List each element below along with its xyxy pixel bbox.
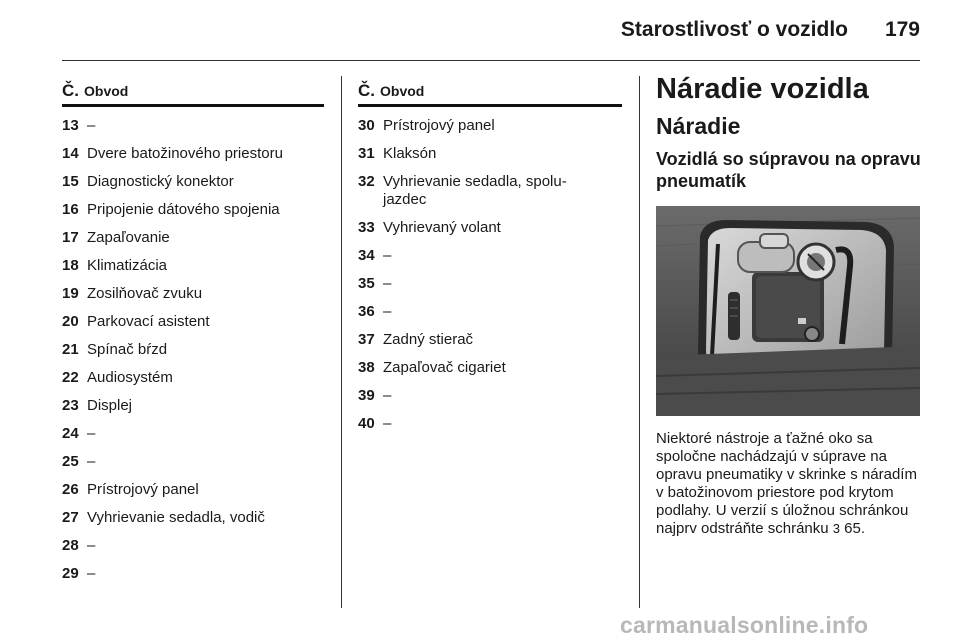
circuit-name: Audiosystém xyxy=(87,369,173,386)
circuit-name: Vyhrievanie sedadla, vodič xyxy=(87,509,265,526)
fuse-number: 13 xyxy=(62,117,79,134)
fuse-number: 36 xyxy=(358,303,375,320)
circuit-name: – xyxy=(383,415,392,432)
header-title: Starostlivosť o vozidlo xyxy=(620,18,848,41)
fuse-number: 22 xyxy=(62,369,79,386)
fuse-number: 31 xyxy=(358,145,375,162)
circuit-name: Zadný stierač xyxy=(383,331,474,348)
table-row xyxy=(358,382,622,410)
fuse-number: 24 xyxy=(62,425,79,442)
table-header xyxy=(62,78,324,107)
fuse-number: 18 xyxy=(62,257,79,274)
table-row xyxy=(62,504,324,532)
fuse-number: 26 xyxy=(62,481,79,498)
table-row xyxy=(62,280,324,308)
circuit-name: Diagnostický konektor xyxy=(87,173,234,190)
circuit-name: Klaksón xyxy=(383,145,437,162)
header-number-label: Č. xyxy=(358,81,375,100)
circuit-name: – xyxy=(383,275,392,292)
page-number: 179 xyxy=(884,18,920,41)
section-subsubtitle: Vozidlá so súpravou na opravu pneumatík xyxy=(656,149,921,191)
table-header xyxy=(358,78,622,107)
circuit-name: Displej xyxy=(87,397,133,414)
table-row xyxy=(358,298,622,326)
table-row xyxy=(62,168,324,196)
fuse-number: 19 xyxy=(62,285,79,302)
table-row xyxy=(358,326,622,354)
fuse-number: 37 xyxy=(358,331,375,348)
table-row xyxy=(62,364,324,392)
table-row xyxy=(358,270,622,298)
description-paragraph xyxy=(656,430,922,538)
tire-repair-kit-photo xyxy=(656,206,920,416)
column-divider-1 xyxy=(341,76,342,608)
circuit-name: Zapaľovanie xyxy=(87,229,170,246)
fuse-number: 32 xyxy=(358,173,375,190)
table-row xyxy=(62,420,324,448)
table-row xyxy=(358,140,622,168)
table-row xyxy=(358,410,622,438)
fuse-number: 30 xyxy=(358,117,375,134)
section-subtitle: Náradie xyxy=(656,113,741,139)
fuse-number: 21 xyxy=(62,341,79,358)
table-row xyxy=(62,560,324,588)
table-row xyxy=(62,112,324,140)
fuse-number: 27 xyxy=(62,509,79,526)
fuse-number: 40 xyxy=(358,415,375,432)
fuse-number: 17 xyxy=(62,229,79,246)
circuit-name: – xyxy=(383,247,392,264)
fuse-table-2 xyxy=(358,78,622,438)
circuit-name: – xyxy=(87,537,96,554)
fuse-number: 34 xyxy=(358,247,375,264)
header-number-label: Č. xyxy=(62,81,79,100)
fuse-number: 14 xyxy=(62,145,79,162)
table-row xyxy=(62,224,324,252)
table-body xyxy=(358,112,622,438)
circuit-name: Dvere batožinového priestoru xyxy=(87,145,283,162)
table-row xyxy=(62,532,324,560)
circuit-name: – xyxy=(383,303,392,320)
circuit-name: – xyxy=(87,565,96,582)
circuit-name: – xyxy=(87,453,96,470)
page-header xyxy=(0,0,960,60)
table-row xyxy=(358,214,622,242)
circuit-name: – xyxy=(87,117,96,134)
table-row xyxy=(62,252,324,280)
header-circuit-label: Obvod xyxy=(380,83,425,99)
header-circuit-label: Obvod xyxy=(84,83,129,99)
table-row xyxy=(358,168,622,214)
fuse-number: 16 xyxy=(62,201,79,218)
tools-section xyxy=(656,72,922,538)
table-row xyxy=(358,112,622,140)
circuit-name: Zapaľovač cigariet xyxy=(383,359,506,376)
fuse-number: 23 xyxy=(62,397,79,414)
circuit-name: Vyhrievanie sedadla, spolu- jazdec xyxy=(383,173,567,208)
fuse-table-1 xyxy=(62,78,324,588)
fuse-number: 15 xyxy=(62,173,79,190)
circuit-name: Klimatizácia xyxy=(87,257,168,274)
circuit-name: – xyxy=(383,387,392,404)
fuse-number: 39 xyxy=(358,387,375,404)
fuse-number: 38 xyxy=(358,359,375,376)
table-body xyxy=(62,112,324,588)
column-divider-2 xyxy=(639,76,640,608)
table-row xyxy=(62,392,324,420)
circuit-name: Parkovací asistent xyxy=(87,313,210,330)
circuit-name: Spínač bŕzd xyxy=(87,341,168,358)
table-row xyxy=(62,476,324,504)
table-row xyxy=(62,336,324,364)
circuit-name: Prístrojový panel xyxy=(383,117,495,134)
fuse-number: 20 xyxy=(62,313,79,330)
header-rule xyxy=(62,60,920,61)
page-reference-icon: 3 xyxy=(832,521,840,536)
table-row xyxy=(62,196,324,224)
table-row xyxy=(358,354,622,382)
table-row xyxy=(62,140,324,168)
table-row xyxy=(62,308,324,336)
table-row xyxy=(358,242,622,270)
circuit-name: Prístrojový panel xyxy=(87,481,199,498)
watermark: carmanualsonline.info xyxy=(620,612,869,638)
circuit-name: Vyhrievaný volant xyxy=(383,219,501,236)
circuit-name: Zosilňovač zvuku xyxy=(87,285,203,302)
fuse-number: 25 xyxy=(62,453,79,470)
circuit-name: – xyxy=(87,425,96,442)
page-reference-link[interactable]: 65. xyxy=(844,520,866,537)
fuse-number: 33 xyxy=(358,219,375,236)
fuse-number: 35 xyxy=(358,275,375,292)
section-title: Náradie vozidla xyxy=(656,73,869,105)
fuse-number: 29 xyxy=(62,565,79,582)
fuse-number: 28 xyxy=(62,537,79,554)
table-row xyxy=(62,448,324,476)
circuit-name: Pripojenie dátového spojenia xyxy=(87,201,280,218)
paragraph-text: Niektoré nástroje a ťažné oko sa spoločne nachádzajú v súprave na opravu pneumatiky v skrinke s náradím v batožinovom priestore pod krytom podlahy. U verzií s úložnou schránkou najprv odstráňte schránku xyxy=(656,430,917,537)
